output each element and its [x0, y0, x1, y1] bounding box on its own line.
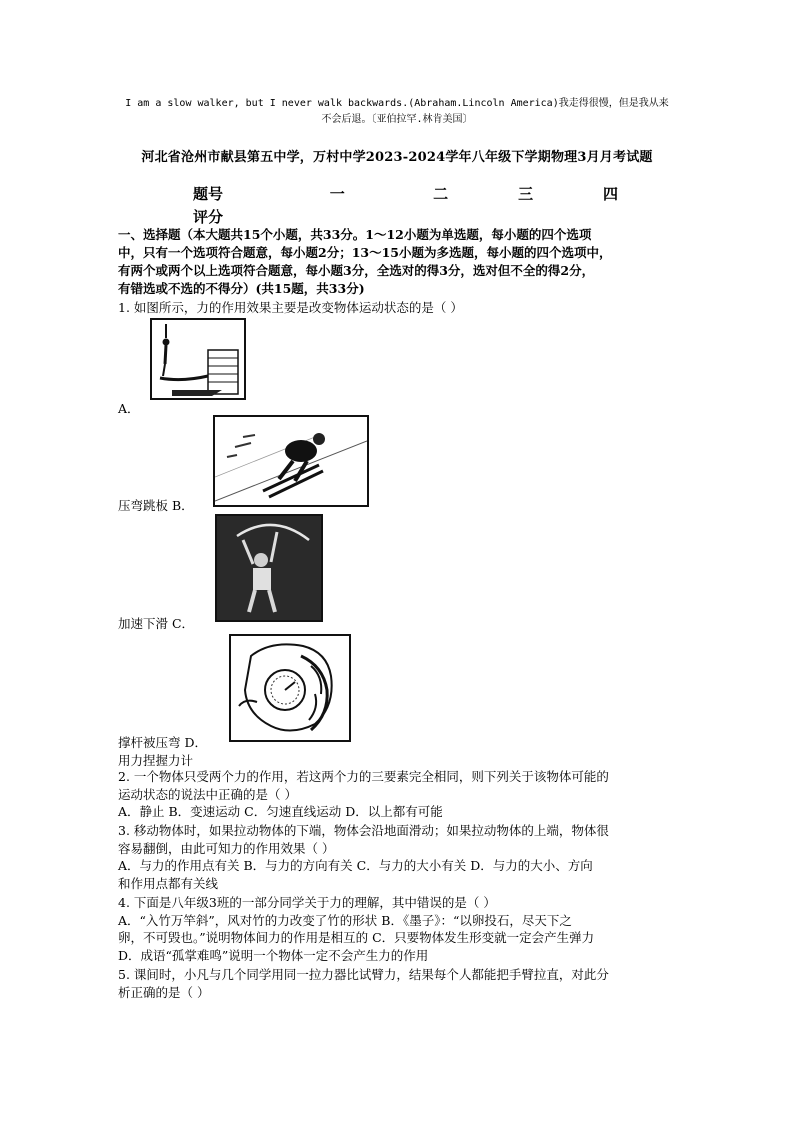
- figure-b-skier: [213, 415, 369, 507]
- section-heading-line: 有错选或不选的不得分）(共15题，共33分): [118, 281, 365, 296]
- q2-line: 运动状态的说法中正确的是（ ）: [118, 786, 297, 802]
- q2-line: 2. 一个物体只受两个力的作用，若这两个力的三要素完全相同，则下列关于该物体可能的: [118, 769, 609, 784]
- q1-label-d: 撑杆被压弯 D．: [118, 735, 207, 750]
- score-row-label: 评分: [193, 208, 224, 226]
- section-1-heading: [118, 226, 678, 298]
- quote-line-2: 不会后退。〔亚伯拉罕.林肯美国〕: [321, 114, 473, 125]
- header-quote: [60, 96, 734, 128]
- question-1-stem: 1. 如图所示，力的作用效果主要是改变物体运动状态的是（ ）: [118, 300, 463, 315]
- q4-options-d: D．成语“孤掌难鸣”说明一个物体一定不会产生力的作用: [118, 947, 429, 963]
- question-3: [118, 822, 680, 892]
- q3-options-cont: 和作用点都有关线: [118, 875, 219, 891]
- q3-options: A．与力的作用点有关 B．与力的方向有关 C．与力的大小有关 D．与力的大小、方向: [118, 858, 593, 873]
- score-header-col-4: 四: [603, 185, 619, 203]
- q2-options: A．静止 B．变速运动 C．匀速直线运动 D．以上都有可能: [118, 804, 443, 819]
- q5-line: 5. 课间时，小凡与几个同学用同一拉力器比试臂力，结果每个人都能把手臂拉直，对此分: [118, 967, 609, 982]
- figure-d-grip-dynamometer: [229, 634, 351, 742]
- score-header-col-1: 一: [329, 185, 345, 203]
- skier-illustration: [215, 417, 367, 505]
- question-5: [118, 966, 680, 1001]
- figure-a-diving-board: [150, 318, 246, 400]
- score-header-label: 题号: [193, 185, 224, 203]
- score-header-col-3: 三: [518, 185, 534, 203]
- question-4: [118, 894, 680, 964]
- q1-label-b: 压弯跳板 B．: [118, 498, 194, 513]
- score-header-col-2: 二: [433, 185, 449, 203]
- q1-label-a: A．: [118, 401, 140, 416]
- score-table: [193, 182, 653, 228]
- diver-illustration: [152, 320, 244, 398]
- pole-vaulter-illustration: [217, 516, 321, 620]
- section-heading-line: 有两个或两个以上选项符合题意，每小题3分，全选对的得3分，选对但不全的得2分，: [118, 263, 595, 278]
- section-heading-line: 一、选择题（本大题共15个小题，共33分。1～12小题为单选题，每小题的四个选项: [118, 227, 592, 242]
- question-2: [118, 768, 680, 821]
- q4-options-cont: 卵，不可毁也。”说明物体间力的作用是相互的 C．只要物体发生形变就一定会产生弹力: [118, 930, 595, 945]
- q4-line: 4. 下面是八年级3班的一部分同学关于力的理解，其中错误的是（ ）: [118, 895, 496, 910]
- page-title: 河北省沧州市献县第五中学，万村中学2023-2024学年八年级下学期物理3月月考试题: [141, 150, 653, 165]
- q1-label-d-caption: 用力捏握力计: [118, 753, 194, 768]
- quote-line-1: I am a slow walker, but I never walk backwards.(Abraham.Lincoln America)我走得很慢，但是我从来: [125, 98, 669, 109]
- q1-label-c: 加速下滑 C．: [118, 616, 195, 631]
- q3-line: 3. 移动物体时，如果拉动物体的下端，物体会沿地面滑动；如果拉动物体的上端，物体很: [118, 823, 609, 838]
- score-table-header-row: [193, 182, 653, 205]
- q4-options: A．“入竹万竿斜”，风对竹的力改变了竹的形状 B．《墨子》：“以卵投石，尽天下之: [118, 912, 572, 928]
- section-heading-line: 中，只有一个选项符合题意，每小题2分；13～15小题为多选题，每小题的四个选项中，: [118, 245, 612, 260]
- q5-line: 析正确的是（ ）: [118, 984, 210, 1000]
- q3-line: 容易翻倒，由此可知力的作用效果（ ）: [118, 840, 335, 856]
- score-table-score-row: [193, 205, 653, 228]
- figure-c-pole-vault: [215, 514, 323, 622]
- dynamometer-illustration: [231, 636, 349, 740]
